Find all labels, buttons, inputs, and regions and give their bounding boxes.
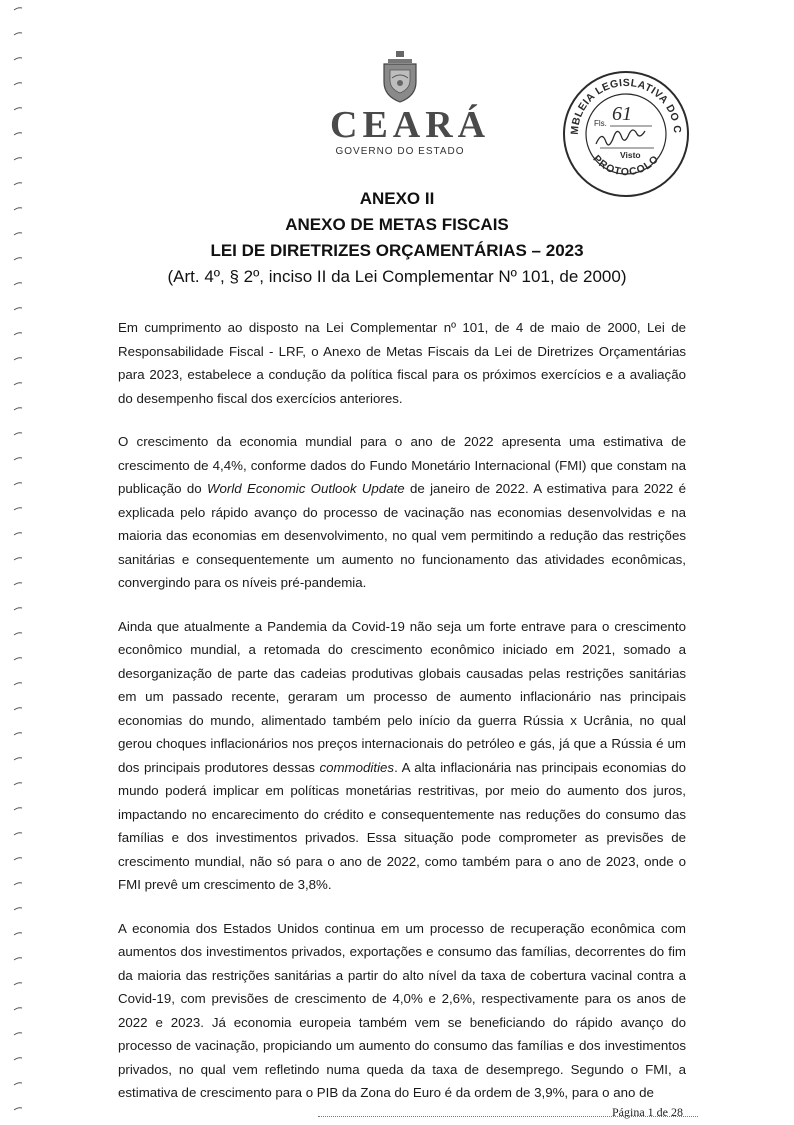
paragraph-2 — [118, 430, 686, 595]
paragraph-3-part-a: Ainda que atualmente a Pandemia da Covid-19 não seja um forte entrave para o crescimento econômico mundial, a retomada do crescimento econômico iniciado em 2021, somado a desorganização de parte das cadeias produtivas globais causadas pelas restrições sanitárias em um passado recente, geraram um processo de aumento inflacionário nas principais economias do mundo, alimentado também pelo início da guerra Rússia x Ucrânia, no qual gerou choques inflacionários nos preços internacionais do petróleo e gás, já que a Rússia é um dos principais produtores dessas — [118, 618, 686, 775]
commodities-term: commodities — [319, 759, 395, 775]
paragraph-3 — [118, 615, 686, 897]
state-coat-of-arms-icon — [378, 50, 422, 106]
document-heading — [0, 186, 794, 290]
document-body — [118, 316, 686, 1125]
logo-subtitle: GOVERNO DO ESTADO — [335, 146, 465, 157]
paragraph-4: A economia dos Estados Unidos continua em um processo de recuperação econômica com aumentos dos investimentos privados, exportações e consumo das famílias, decorrentes do fim da maioria das restrições sanitárias a partir do alto nível da taxa de cobertura vacinal contra a Covid-19, com previsões de crescimento de 4,0% e 2,6%, respectivamente para os anos de 2022 e 2023. Já economia europeia também vem se beneficiando do rápido avanço do processo de vacinação, propiciando um aumento do consumo das famílias e dos investimentos privados, no qual vem refletindo numa queda da taxa de desemprego. Segundo o FMI, a estimativa de crescimento para o PIB da Zona do Euro é da ordem de 3,9%, para o ano de — [118, 920, 686, 1100]
footer-divider — [318, 1116, 698, 1117]
stamp-folio-number: 61 — [612, 103, 632, 125]
protocol-stamp — [560, 68, 692, 200]
annex-title: ANEXO II — [359, 189, 435, 208]
annex-subtitle: ANEXO DE METAS FISCAIS — [285, 215, 509, 234]
paragraph-2-part-a: O crescimento da economia mundial para o ano de 2022 apresenta uma estimativa de crescimento de 4,4%, conforme dados do Fundo Monetário Internacional (FMI) que constam na publicação do — [118, 434, 686, 496]
handwritten-signature-icon — [596, 130, 645, 145]
government-logo — [330, 50, 491, 157]
stamp-bottom-text: PROTOCOLO — [590, 152, 662, 179]
legal-citation: (Art. 4º, § 2º, inciso II da Lei Complementar Nº 101, de 2000) — [167, 267, 627, 286]
paragraph-1: Em cumprimento ao disposto na Lei Complementar nº 101, de 4 de maio de 2000, Lei de Responsabilidade Fiscal - LRF, o Anexo de Metas Fiscais da Lei de Diretrizes Orçamentárias para 2023, estabelece a condução da política fiscal para os próximos exercícios e a avaliação do desempenho fiscal dos exercícios anteriores. — [118, 320, 686, 406]
paragraph-3-part-b: . A alta inflacionária nas principais economias do mundo poderá implicar em políticas monetárias restritivas, por meio do aumento dos juros, impactando no encarecimento do crédito e consequentemente nas reduções do consumo das famílias e dos investimentos privados. Essa situação pode comprometer as previsões de crescimento mundial, não só para o ano de 2022, como também para o ano de 2023, onde o FMI prevê um crescimento de 3,8%. — [118, 759, 686, 892]
logo-wordmark: CEARÁ — [330, 104, 491, 146]
law-title: LEI DE DIRETRIZES ORÇAMENTÁRIAS – 2023 — [210, 241, 584, 260]
page-number: Página 1 de 28 — [612, 1105, 683, 1119]
publication-title: World Economic Outlook Update — [206, 481, 405, 496]
stamp-visto-label: Visto — [620, 150, 641, 160]
stamp-arc-text: MBLEIA LEGISLATIVA DO C — [568, 76, 684, 136]
stamp-folio-label: Fls. — [594, 119, 607, 128]
stamp-seal — [560, 68, 692, 200]
paragraph-2-part-b: de janeiro de 2022. A estimativa para 2022 é explicada pelo rápido avanço do processo de vacinação nas economias desenvolvidas e na maioria das economias em desenvolvimento, no qual vem permitindo a redução das restrições sanitárias e consequentemente um aumento no funcionamento das atividades econômicas, convergindo para os níveis pré-pandemia. — [118, 481, 686, 590]
scan-margin-marks — [0, 0, 30, 1124]
